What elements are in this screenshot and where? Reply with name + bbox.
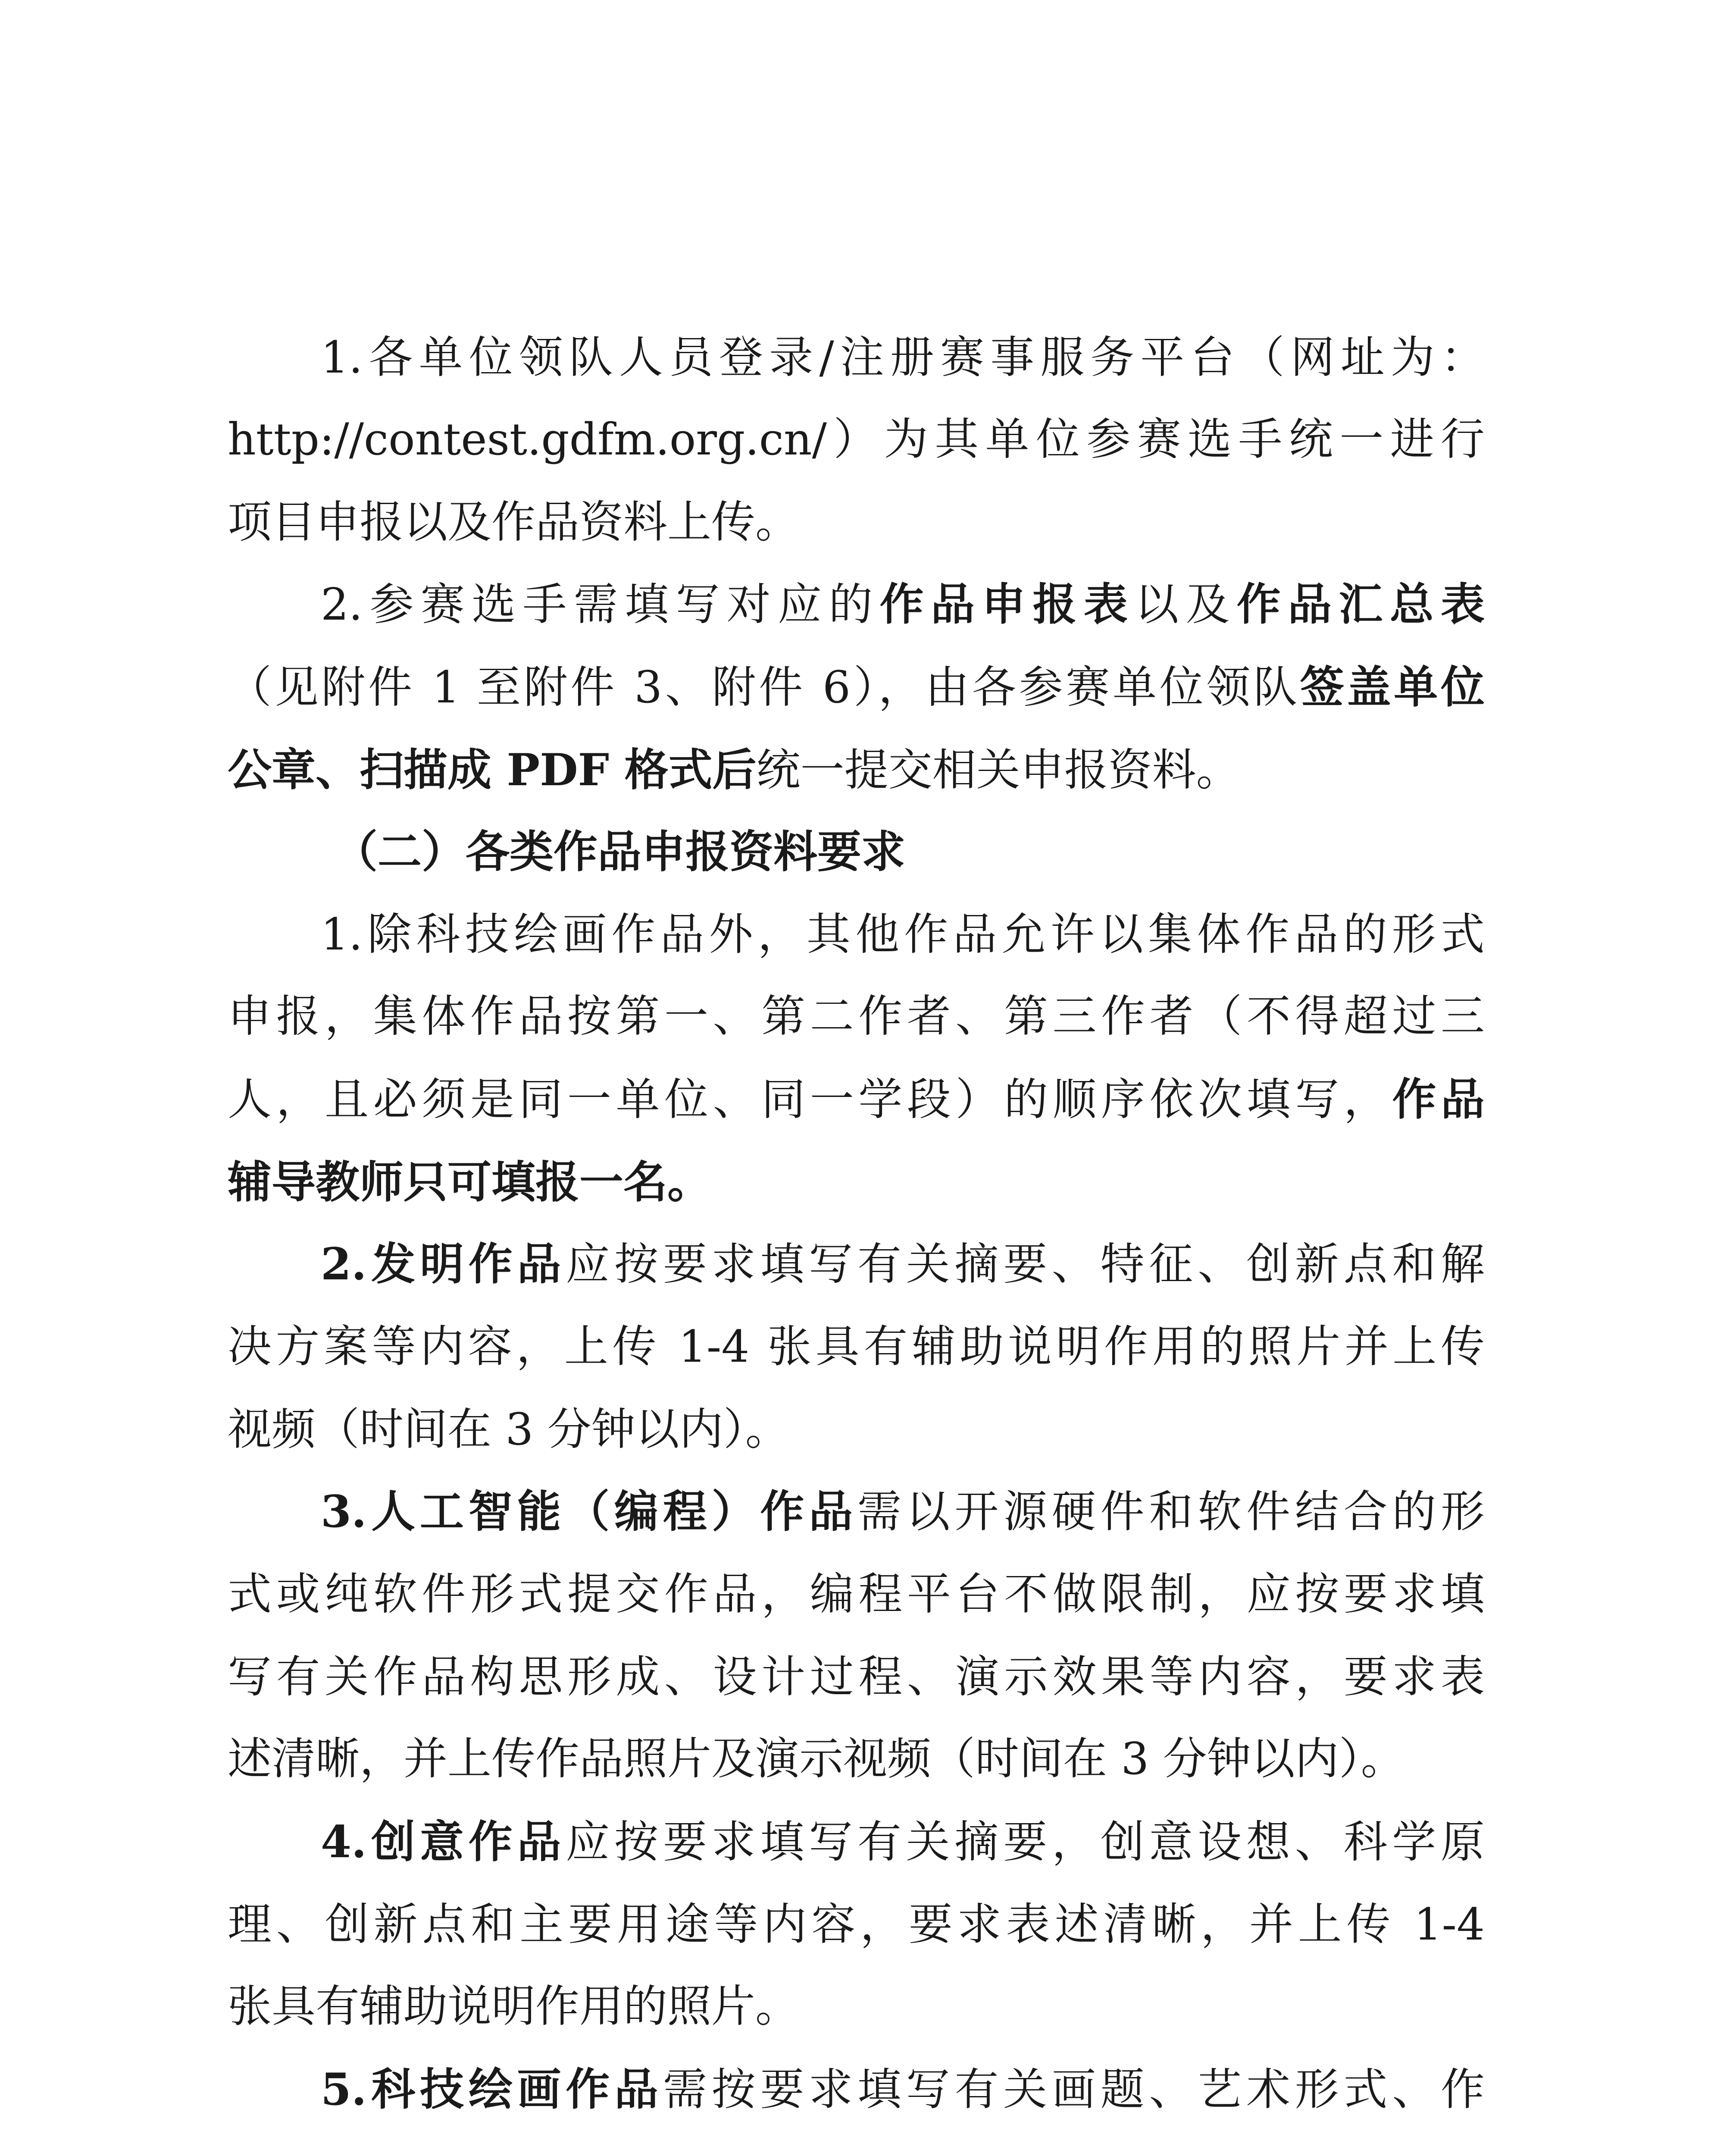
paragraph-6-line-1: 4.创意作品应按要求填写有关摘要，创意设想、科学原: [321, 1816, 1485, 1868]
bold-text: 公章、扫描成 PDF 格式后: [228, 744, 757, 796]
bold-text: 作品: [1392, 1074, 1485, 1125]
paragraph-4-line-3: 视频（时间在 3 分钟以内）。: [228, 1404, 789, 1455]
paragraph-1-line-3: 项目申报以及作品资料上传。: [228, 497, 799, 548]
paragraph-3-line-1: 1.除科技绘画作品外，其他作品允许以集体作品的形式: [321, 909, 1485, 960]
paragraph-5-line-3: 写有关作品构思形成、设计过程、演示效果等内容，要求表: [228, 1651, 1485, 1703]
paragraph-4-line-1: 2.发明作品应按要求填写有关摘要、特征、创新点和解: [321, 1238, 1485, 1290]
bold-text: 作品申报表: [879, 579, 1135, 630]
paragraph-5-line-1: 3.人工智能（编程）作品需以开源硬件和软件结合的形: [321, 1486, 1485, 1538]
paragraph-2-line-3: 公章、扫描成 PDF 格式后统一提交相关申报资料。: [228, 744, 1240, 796]
paragraph-6-line-2: 理、创新点和主要用途等内容，要求表述清晰，并上传 1-4: [228, 1899, 1485, 1950]
paragraph-3-line-2: 申报，集体作品按第一、第二作者、第三作者（不得超过三: [228, 991, 1485, 1042]
paragraph-5-line-4: 述清晰，并上传作品照片及演示视频（时间在 3 分钟以内）。: [228, 1733, 1405, 1785]
paragraph-1-line-1: 1.各单位领队人员登录/注册赛事服务平台（网址为：: [321, 332, 1485, 383]
bold-text: 作品汇总表: [1236, 579, 1485, 630]
paragraph-3-line-4: [228, 1141, 1485, 1223]
section-heading: （二）各类作品申报资料要求: [334, 826, 905, 878]
paragraph-2-line-2: （见附件 1 至附件 3、附件 6），由各参赛单位领队签盖单位: [228, 661, 1485, 713]
bold-text: 2.发明作品: [321, 1238, 566, 1290]
paragraph-6-line-3: 张具有辅助说明作用的照片。: [228, 1981, 799, 2032]
bold-text: 5.科技绘画作品: [321, 2064, 663, 2115]
bold-text: 辅导教师只可填报一名。: [228, 1156, 711, 1208]
bold-text: 签盖单位: [1300, 661, 1485, 713]
bold-text: 4.创意作品: [321, 1816, 566, 1868]
paragraph-3-line-3: 人，且必须是同一单位、同一学段）的顺序依次填写，作品: [228, 1074, 1485, 1125]
paragraph-1-line-2: http://contest.gdfm.org.cn/）为其单位参赛选手统一进行: [228, 414, 1485, 465]
bold-text: 3.人工智能（编程）作品: [321, 1486, 857, 1538]
paragraph-5-line-2: 式或纯软件形式提交作品，编程平台不做限制，应按要求填: [228, 1569, 1485, 1620]
paragraph-4-line-2: 决方案等内容，上传 1-4 张具有辅助说明作用的照片并上传: [228, 1321, 1485, 1373]
paragraph-7-line-1: 5.科技绘画作品需按要求填写有关画题、艺术形式、作: [321, 2064, 1485, 2115]
paragraph-2-line-1: 2.参赛选手需填写对应的作品申报表以及作品汇总表: [321, 579, 1485, 630]
